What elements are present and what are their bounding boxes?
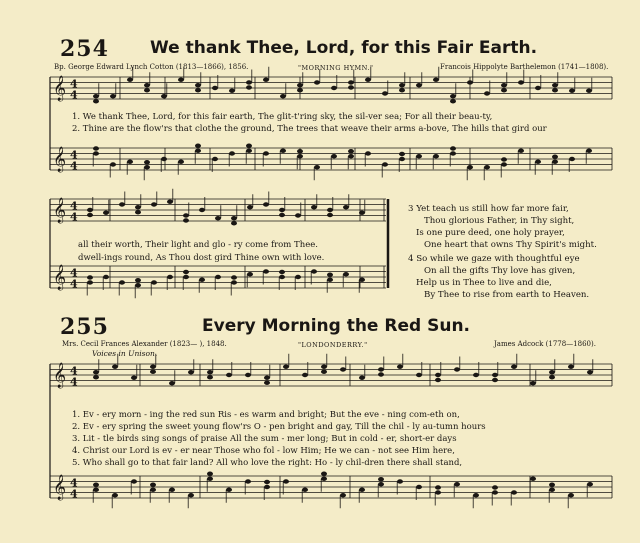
note-head <box>473 373 479 377</box>
clef-glyph: 𝄞 <box>53 265 67 291</box>
lyric-verse-3: 3. Lit - tle birds sing songs of praise All the sum - mer long; But in cold - er, short-er days <box>72 434 457 444</box>
composer-credit: James Adcock (1778—1860). <box>494 340 596 348</box>
note-head <box>207 472 213 476</box>
note-head <box>93 370 99 374</box>
note-head <box>226 373 232 377</box>
composer-credit: Francois Hippolyte Barthelemon (1741—1808). <box>440 63 609 71</box>
lyric-line-verse-1-cont: all their worth, Their light and glo - ry come from Thee. <box>78 240 318 250</box>
verse-line: 4 So while we gaze with thoughtful eye <box>408 254 580 264</box>
time-signature: 4 <box>70 476 78 490</box>
note-head <box>207 370 213 374</box>
note-head <box>226 488 232 492</box>
note-head <box>492 490 498 494</box>
note-head <box>112 365 118 369</box>
note-head <box>131 376 137 380</box>
time-signature: 4 <box>70 210 78 224</box>
note-head <box>416 485 422 489</box>
clef-glyph: 𝄞 <box>53 198 67 224</box>
note-head <box>93 488 99 492</box>
note-head <box>587 482 593 486</box>
note-head <box>207 375 213 379</box>
note-head <box>93 375 99 379</box>
note-head <box>169 488 175 492</box>
verse-line: On all the gifts Thy love has given, <box>424 266 576 276</box>
lyric-line-verse-2-cont: dwell-ings round, As Thou dost gird Thine own with love. <box>78 253 325 263</box>
note-head <box>340 493 346 497</box>
note-head <box>188 370 194 374</box>
time-signature: 4 <box>70 159 78 173</box>
note-head <box>416 373 422 377</box>
note-head <box>245 373 251 377</box>
note-head <box>169 381 175 385</box>
note-head <box>150 483 156 487</box>
note-head <box>93 483 99 487</box>
time-signature: 4 <box>70 364 78 378</box>
note-head <box>264 480 270 484</box>
verse-line: Is one pure deed, one holy prayer, <box>416 228 565 238</box>
lyric-verse-1: 1. Ev - ery morn - ing the red sun Ris - es warm and bright; But the eve - ning com-eth on, <box>72 410 460 420</box>
note-head <box>549 370 555 374</box>
note-head <box>511 490 517 494</box>
note-head <box>549 375 555 379</box>
note-head <box>283 365 289 369</box>
clef-glyph: 𝄞 <box>53 76 67 102</box>
time-signature: 4 <box>70 77 78 91</box>
lyric-verse-2: 2. Ev - ery spring the sweet young flow'rs O - pen bright and gay, Till the chil - ly au-tumn hours <box>72 422 486 432</box>
lyric-verse-5: 5. Who shall go to that fair land? All who love the right: Ho - ly chil-dren there shall stand, <box>72 458 463 468</box>
clef-glyph: 𝄞 <box>53 363 67 389</box>
note-head <box>530 477 536 481</box>
note-head <box>568 493 574 497</box>
note-head <box>150 488 156 492</box>
performance-direction: Voices in Unison. <box>92 349 158 358</box>
note-head <box>112 493 118 497</box>
lyric-line-verse-1: 1. We thank Thee, Lord, for this fair earth, The glit-t'ring sky, the sil-ver sea; For all their beau-ty, <box>72 112 493 122</box>
note-head <box>511 365 517 369</box>
hymn-title: We thank Thee, Lord, for this Fair Earth. <box>150 38 538 58</box>
tune-name: "MORNING HYMN." <box>298 64 374 72</box>
note-head <box>492 485 498 489</box>
time-signature: 4 <box>70 88 78 102</box>
note-head <box>302 488 308 492</box>
note-head <box>549 488 555 492</box>
note-head <box>587 370 593 374</box>
note-head <box>150 370 156 374</box>
note-head <box>435 378 441 382</box>
time-signature: 4 <box>70 199 78 213</box>
note-head <box>264 376 270 380</box>
verse-line: Help us in Thee to live and die, <box>416 278 552 288</box>
note-head <box>321 472 327 476</box>
clef-glyph: 𝄞 <box>53 475 67 501</box>
note-head <box>473 493 479 497</box>
note-head <box>359 488 365 492</box>
note-head <box>435 490 441 494</box>
note-head <box>378 482 384 486</box>
note-head <box>435 373 441 377</box>
note-head <box>530 381 536 385</box>
note-head <box>568 365 574 369</box>
note-head <box>264 381 270 385</box>
note-head <box>150 365 156 369</box>
note-head <box>454 367 460 371</box>
note-head <box>397 479 403 483</box>
verse-line: By Thee to rise from earth to Heaven. <box>424 290 590 300</box>
time-signature: 4 <box>70 266 78 280</box>
author-credit: Bp. George Edward Lynch Cotton (1813—1866), 1856. <box>54 63 249 71</box>
note-head <box>321 370 327 374</box>
time-signature: 4 <box>70 375 78 389</box>
time-signature: 4 <box>70 148 78 162</box>
note-head <box>340 367 346 371</box>
clef-glyph: 𝄞 <box>53 147 67 173</box>
note-head <box>397 365 403 369</box>
note-head <box>378 367 384 371</box>
note-head <box>321 477 327 481</box>
note-head <box>435 485 441 489</box>
note-head <box>245 479 251 483</box>
lyric-line-verse-2: 2. Thine are the flow'rs that clothe the ground, The trees that weave their arms a-bove, The hills that gird our <box>72 124 547 134</box>
lyric-verse-4: 4. Christ our Lord is ev - er near Those who fol - low Him; He we can - not see Him here, <box>72 446 455 456</box>
note-head <box>207 477 213 481</box>
note-head <box>283 479 289 483</box>
verse-line: One heart that owns Thy Spirit's might. <box>424 240 597 250</box>
note-head <box>321 365 327 369</box>
note-head <box>492 378 498 382</box>
note-head <box>492 373 498 377</box>
hymn-title: Every Morning the Red Sun. <box>202 316 470 336</box>
note-head <box>188 493 194 497</box>
note-head <box>549 483 555 487</box>
note-head <box>378 372 384 376</box>
note-head <box>131 479 137 483</box>
time-signature: 4 <box>70 487 78 501</box>
note-head <box>264 485 270 489</box>
note-head <box>378 477 384 481</box>
hymn-number: 254 <box>60 36 109 62</box>
hymn-number: 255 <box>60 314 109 340</box>
tune-name: "LONDONDERRY." <box>298 341 368 349</box>
time-signature: 4 <box>70 277 78 291</box>
verse-line: 3 Yet teach us still how far more fair, <box>408 204 569 214</box>
note-head <box>359 376 365 380</box>
verse-line: Thou glorious Father, in Thy sight, <box>424 216 575 226</box>
note-head <box>454 482 460 486</box>
note-head <box>302 373 308 377</box>
author-credit: Mrs. Cecil Frances Alexander (1823— ), 1848. <box>62 340 227 348</box>
